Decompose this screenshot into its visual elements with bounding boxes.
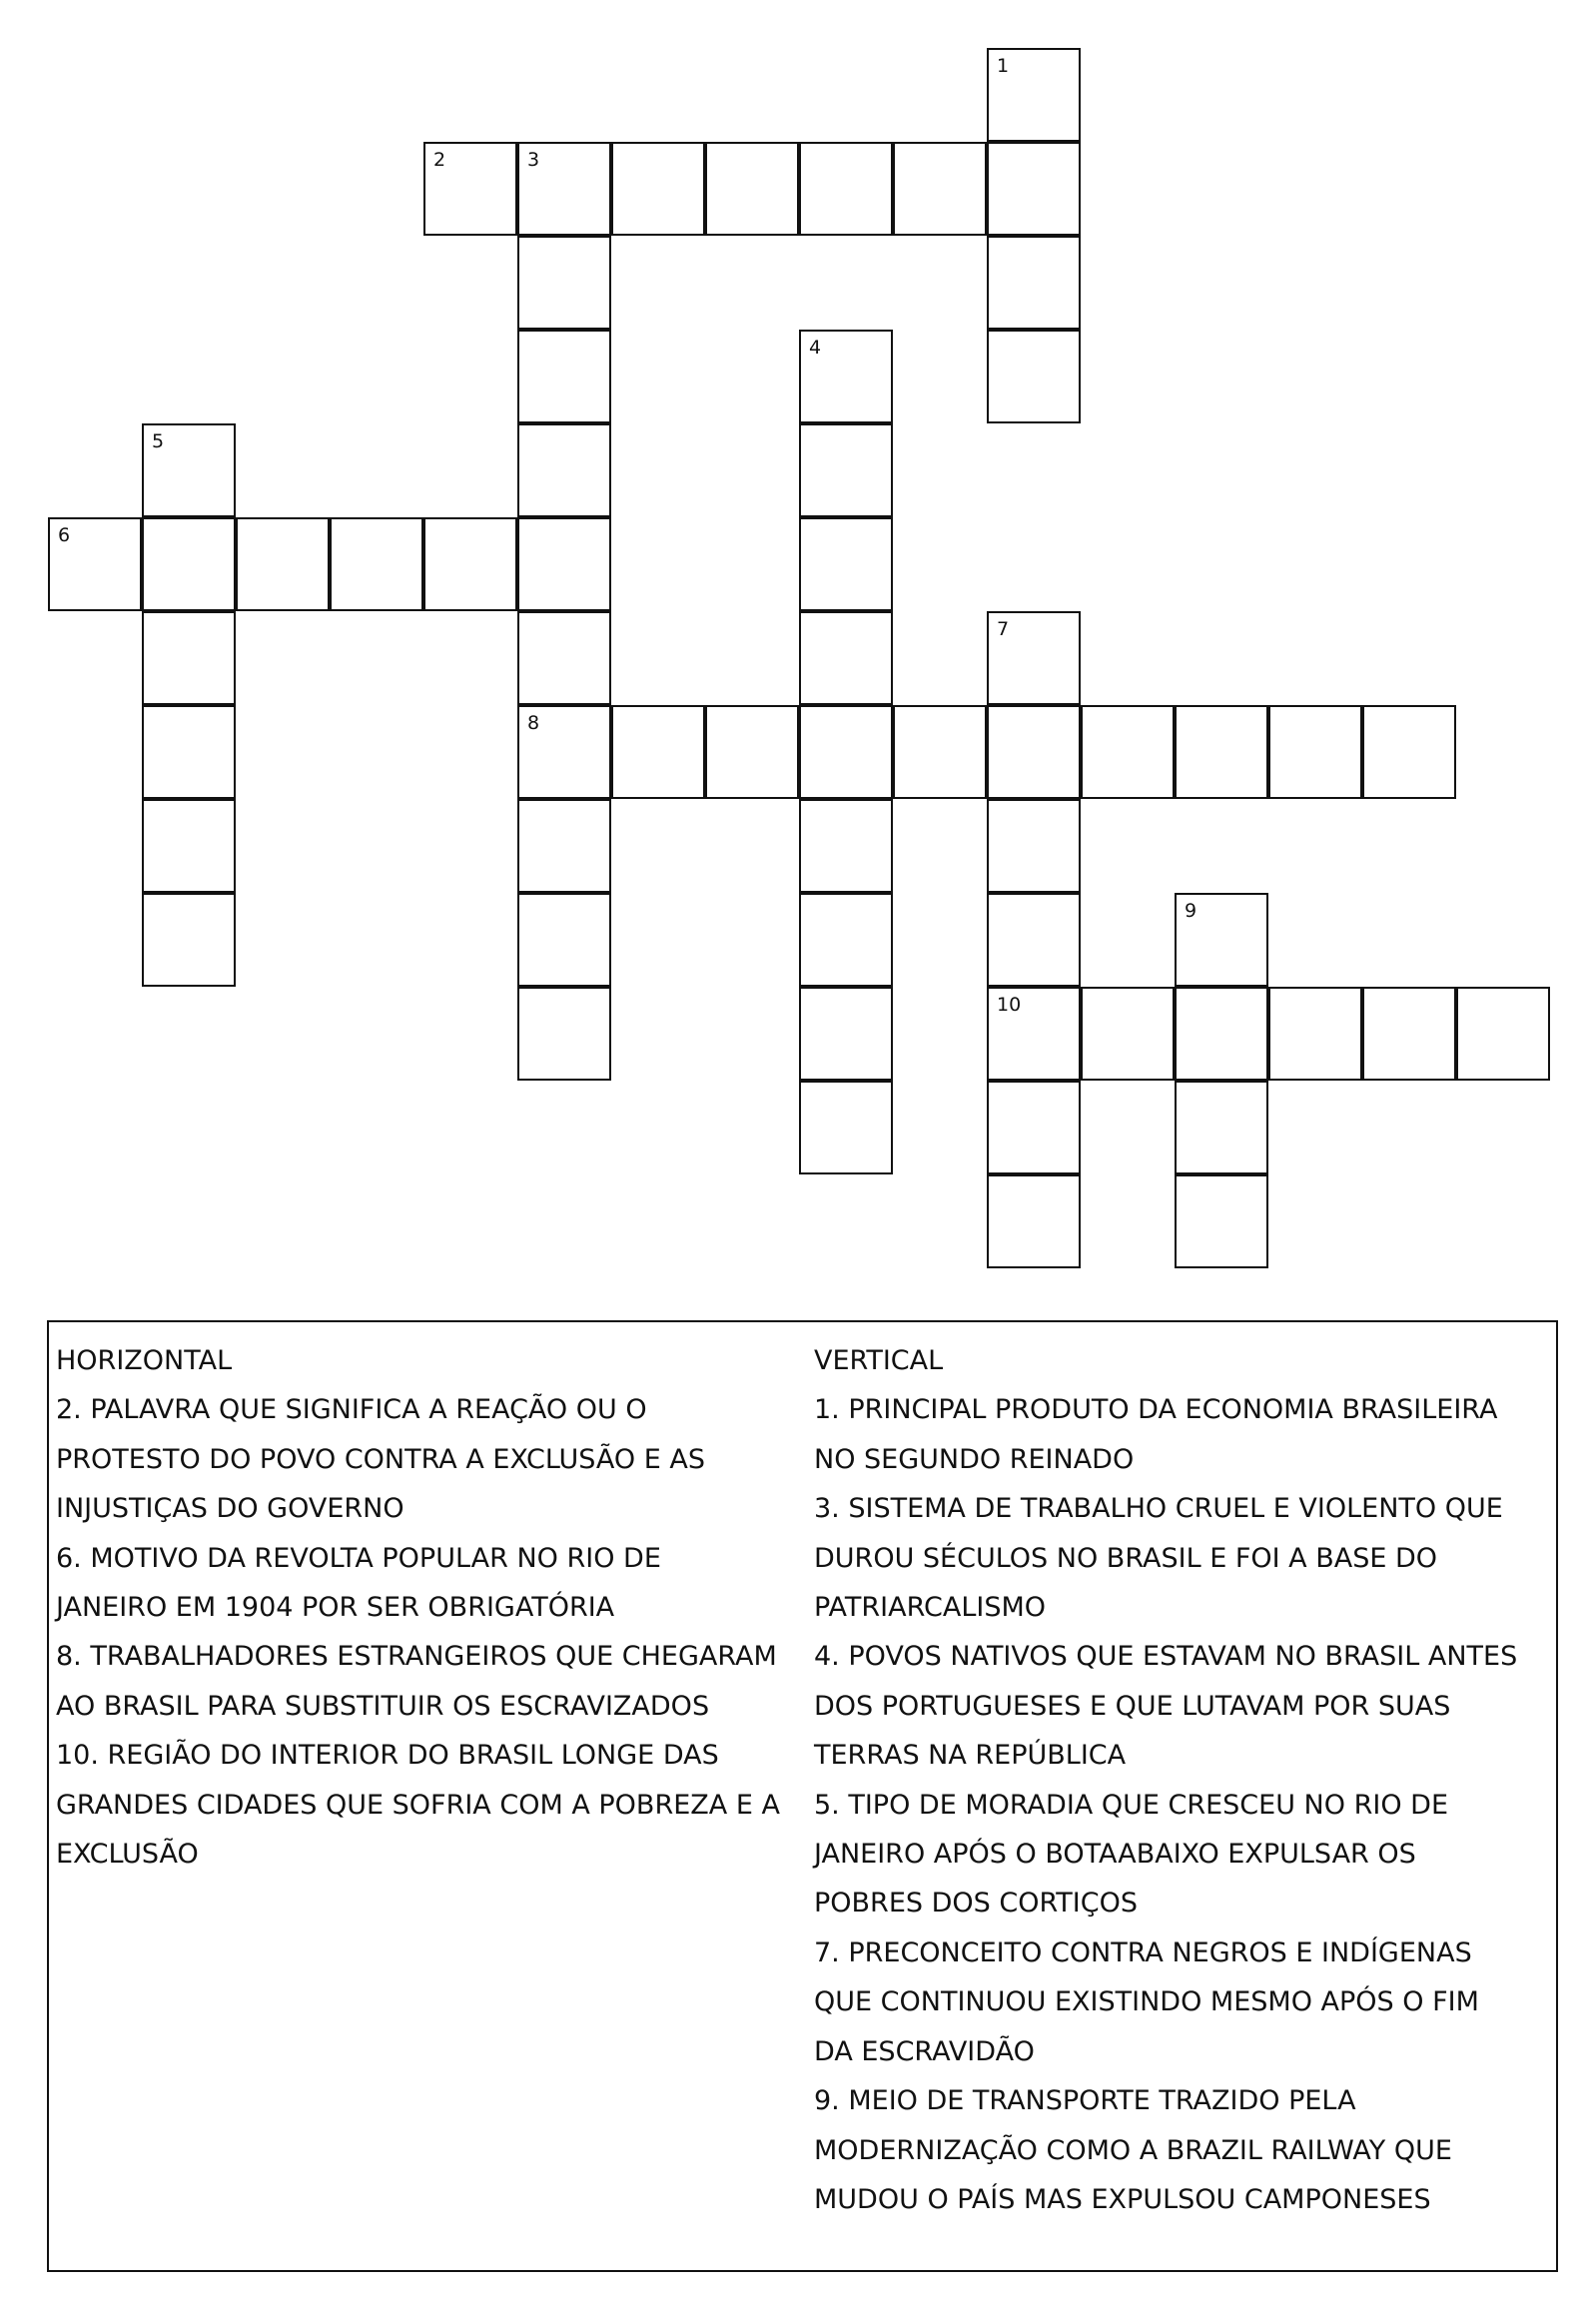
clue-line: 9. MEIO DE TRANSPORTE TRAZIDO PELA xyxy=(814,2085,1356,2117)
crossword-cell[interactable] xyxy=(1175,1081,1268,1174)
clue-line: 8. TRABALHADORES ESTRANGEIROS QUE CHEGARAM xyxy=(56,1641,777,1673)
clue-line: POBRES DOS CORTIÇOS xyxy=(814,1888,1138,1920)
clue-line: JANEIRO EM 1904 POR SER OBRIGATÓRIA xyxy=(56,1592,615,1624)
crossword-cell[interactable] xyxy=(611,142,705,236)
clue-line: GRANDES CIDADES QUE SOFRIA COM A POBREZA E A xyxy=(56,1789,780,1821)
crossword-cell[interactable] xyxy=(1268,705,1362,799)
crossword-cell[interactable] xyxy=(1268,987,1362,1081)
clue-line: EXCLUSÃO xyxy=(56,1839,199,1871)
clue-line: QUE CONTINUOU EXISTINDO MESMO APÓS O FIM xyxy=(814,1986,1479,2018)
crossword-cell[interactable] xyxy=(142,611,236,705)
horizontal-heading: HORIZONTAL xyxy=(56,1345,233,1376)
crossword-cell[interactable] xyxy=(987,611,1081,705)
crossword-cell[interactable] xyxy=(1081,987,1175,1081)
clue-number: 7 xyxy=(997,618,1010,640)
crossword-cell[interactable] xyxy=(799,705,893,799)
clue-line: NO SEGUNDO REINADO xyxy=(814,1443,1135,1475)
crossword-cell[interactable] xyxy=(799,1081,893,1174)
clue-line: PROTESTO DO POVO CONTRA A EXCLUSÃO E AS xyxy=(56,1443,706,1475)
crossword-cell[interactable] xyxy=(799,893,893,987)
crossword-cell[interactable] xyxy=(1081,705,1175,799)
crossword-cell[interactable] xyxy=(987,893,1081,987)
crossword-cell[interactable] xyxy=(987,1081,1081,1174)
crossword-cell[interactable] xyxy=(517,330,611,423)
clue-line: AO BRASIL PARA SUBSTITUIR OS ESCRAVIZADOS xyxy=(56,1690,710,1722)
crossword-cell[interactable] xyxy=(799,987,893,1081)
clue-number: 1 xyxy=(997,55,1010,77)
clue-line: 5. TIPO DE MORADIA QUE CRESCEU NO RIO DE xyxy=(814,1789,1449,1821)
crossword-cell[interactable] xyxy=(799,517,893,611)
crossword-cell[interactable] xyxy=(799,799,893,893)
clue-number: 4 xyxy=(809,337,822,359)
crossword-cell[interactable] xyxy=(893,705,987,799)
crossword-cell[interactable] xyxy=(142,423,236,517)
crossword-cell[interactable] xyxy=(987,799,1081,893)
vertical-heading: VERTICAL xyxy=(814,1345,944,1376)
clue-line: MODERNIZAÇÃO COMO A BRAZIL RAILWAY QUE xyxy=(814,2134,1452,2166)
crossword-cell[interactable] xyxy=(987,236,1081,330)
crossword-cell[interactable] xyxy=(705,142,799,236)
crossword-cell[interactable] xyxy=(987,330,1081,423)
crossword-cell[interactable] xyxy=(1175,705,1268,799)
crossword-cell[interactable] xyxy=(517,705,611,799)
clue-line: MUDOU O PAÍS MAS EXPULSOU CAMPONESES xyxy=(814,2183,1431,2215)
clue-line: TERRAS NA REPÚBLICA xyxy=(814,1740,1127,1772)
clue-number: 6 xyxy=(58,524,71,546)
crossword-cell[interactable] xyxy=(1362,705,1456,799)
crossword-cell[interactable] xyxy=(1362,987,1456,1081)
crossword-cell[interactable] xyxy=(799,142,893,236)
crossword-cell[interactable] xyxy=(236,517,330,611)
clue-line: 4. POVOS NATIVOS QUE ESTAVAM NO BRASIL ANTES xyxy=(814,1641,1518,1673)
crossword-cell[interactable] xyxy=(987,1174,1081,1268)
clue-number: 8 xyxy=(527,712,540,734)
crossword-cell[interactable] xyxy=(517,236,611,330)
crossword-cell[interactable] xyxy=(517,611,611,705)
crossword-cell[interactable] xyxy=(517,799,611,893)
crossword-cell[interactable] xyxy=(987,48,1081,142)
crossword-cell[interactable] xyxy=(517,142,611,236)
clue-line: DA ESCRAVIDÃO xyxy=(814,2035,1035,2067)
clue-line: JANEIRO APÓS O BOTAABAIXO EXPULSAR OS xyxy=(814,1839,1416,1871)
crossword-cell[interactable] xyxy=(517,423,611,517)
crossword-cell[interactable] xyxy=(517,893,611,987)
crossword-cell[interactable] xyxy=(48,517,142,611)
crossword-cell[interactable] xyxy=(1175,987,1268,1081)
crossword-cell[interactable] xyxy=(142,517,236,611)
crossword-cell[interactable] xyxy=(1175,893,1268,987)
crossword-cell[interactable] xyxy=(799,330,893,423)
clue-number: 3 xyxy=(527,149,540,171)
crossword-cell[interactable] xyxy=(517,987,611,1081)
vertical-clues xyxy=(814,1336,1553,2224)
crossword-cell[interactable] xyxy=(987,142,1081,236)
clue-line: 6. MOTIVO DA REVOLTA POPULAR NO RIO DE xyxy=(56,1542,661,1574)
crossword-cell[interactable] xyxy=(611,705,705,799)
clue-line: DOS PORTUGUESES E QUE LUTAVAM POR SUAS xyxy=(814,1690,1451,1722)
clues-box xyxy=(47,1320,1558,2272)
crossword-cell[interactable] xyxy=(1175,1174,1268,1268)
clue-number: 10 xyxy=(997,994,1022,1016)
crossword-cell[interactable] xyxy=(330,517,423,611)
crossword-cell[interactable] xyxy=(987,705,1081,799)
clue-number: 9 xyxy=(1185,900,1197,922)
crossword-cell[interactable] xyxy=(142,799,236,893)
crossword-cell[interactable] xyxy=(423,517,517,611)
clue-line: 2. PALAVRA QUE SIGNIFICA A REAÇÃO OU O xyxy=(56,1394,647,1426)
clue-line: 7. PRECONCEITO CONTRA NEGROS E INDÍGENAS xyxy=(814,1936,1472,1968)
crossword-cell[interactable] xyxy=(893,142,987,236)
crossword-cell[interactable] xyxy=(517,517,611,611)
crossword-cell[interactable] xyxy=(142,893,236,987)
crossword-cell[interactable] xyxy=(799,611,893,705)
clue-line: 3. SISTEMA DE TRABALHO CRUEL E VIOLENTO QUE xyxy=(814,1493,1503,1525)
clue-line: PATRIARCALISMO xyxy=(814,1592,1047,1624)
crossword-cell[interactable] xyxy=(987,987,1081,1081)
crossword-cell[interactable] xyxy=(799,423,893,517)
crossword-cell[interactable] xyxy=(142,705,236,799)
clue-line: 10. REGIÃO DO INTERIOR DO BRASIL LONGE DAS xyxy=(56,1740,719,1772)
clue-number: 2 xyxy=(433,149,446,171)
clue-line: 1. PRINCIPAL PRODUTO DA ECONOMIA BRASILEIRA xyxy=(814,1394,1498,1426)
clue-number: 5 xyxy=(152,430,165,452)
crossword-cell[interactable] xyxy=(1456,987,1550,1081)
clue-line: INJUSTIÇAS DO GOVERNO xyxy=(56,1493,404,1525)
clue-line: DUROU SÉCULOS NO BRASIL E FOI A BASE DO xyxy=(814,1542,1438,1574)
crossword-cell[interactable] xyxy=(705,705,799,799)
crossword-cell[interactable] xyxy=(423,142,517,236)
horizontal-clues xyxy=(56,1336,785,1879)
